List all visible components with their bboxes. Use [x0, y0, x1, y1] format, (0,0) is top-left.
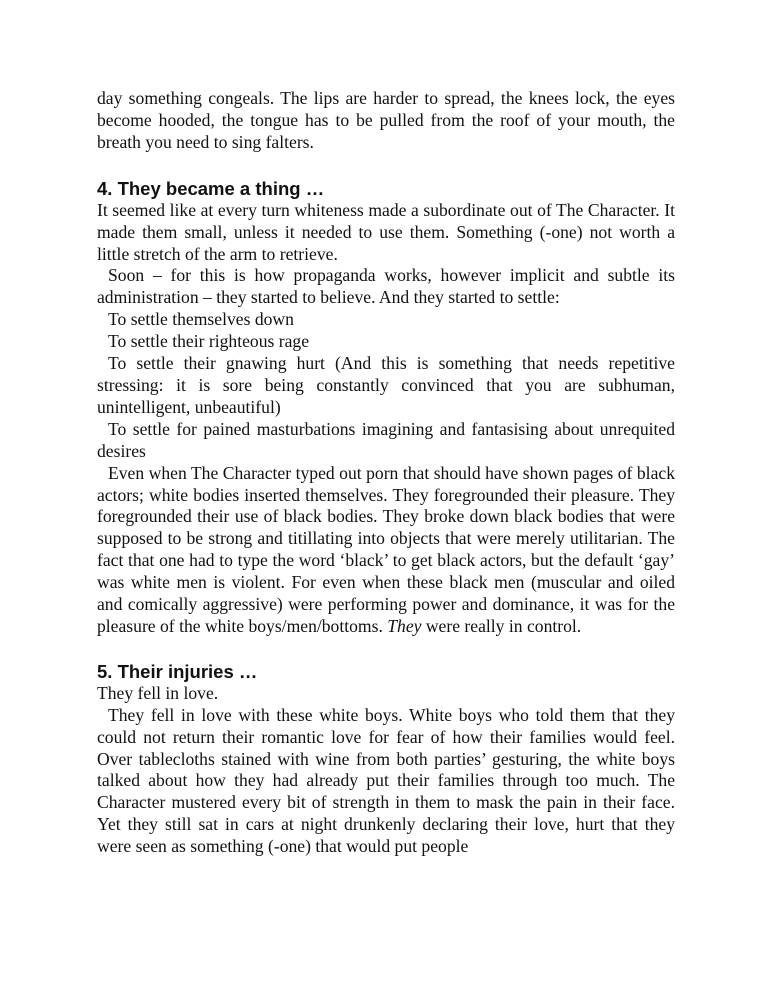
section-4-settle-line-4: To settle for pained masturbations imagining and fantasising about unrequited desires — [97, 418, 675, 461]
section-4-paragraph-porn — [97, 463, 675, 638]
section-4-settle-line-1: To settle themselves down — [108, 309, 294, 330]
section-5-heading: 5. Their injuries … — [97, 660, 258, 682]
document-page — [97, 88, 675, 858]
section-4-paragraph-porn-main: Even when The Character typed out porn that should have shown pages of black actors; white bodies inserted themselves. They foregrounded their pleasure. They foregrounded their use of black bodies. They broke down black bodies that were supposed to be strong and titillating into objects that were merely utilitarian. The fact that one had to type the word ‘black’ to get black actors, but the default ‘gay’ was white men is violent. For even when these black men (muscular and oiled and comically aggressive) were performing power and dominance, it was for the pleasure of the white boys/men/bottoms. — [97, 462, 675, 636]
section-4-emphasis-they: They — [387, 615, 422, 636]
section-4-paragraph-2: Soon – for this is how propaganda works, however implicit and subtle its administration – they started to believe. And they started to settle: — [97, 265, 675, 308]
section-4-settle-line-3: To settle their gnawing hurt (And this is something that needs repetitive stressing: it is sore being constantly convinced that you are subhuman, unintelligent, unbeautiful) — [97, 353, 675, 417]
section-4-paragraph-1: It seemed like at every turn whiteness made a subordinate out of The Character. It made them small, unless it needed to use them. Something (-one) not worth a little stretch of the arm to retrieve. — [97, 199, 675, 264]
intro-paragraph: day something congeals. The lips are harder to spread, the knees lock, the eyes become hooded, the tongue has to be pulled from the roof of your mouth, the breath you need to sing falters. — [97, 88, 675, 152]
section-4-heading: 4. They became a thing … — [97, 177, 325, 199]
section-4-paragraph-porn-end: were really in control. — [421, 615, 582, 636]
section-4-settle-line-2: To settle their righteous rage — [108, 331, 310, 352]
section-5-paragraph-1: They fell in love. — [97, 682, 219, 703]
section-5-paragraph-2: They fell in love with these white boys. White boys who told them that they could not return their romantic love for fear of how their families would feel. Over tablecloths stained with wine from both parties’ gesturing, the white boys talked about how they had already put their families through too much. The Character mustered every bit of strength in them to mask the pain in their face. Yet they still sat in cars at night drunkenly declaring their love, hurt that they were seen as something (-one) that would put people — [97, 704, 675, 857]
